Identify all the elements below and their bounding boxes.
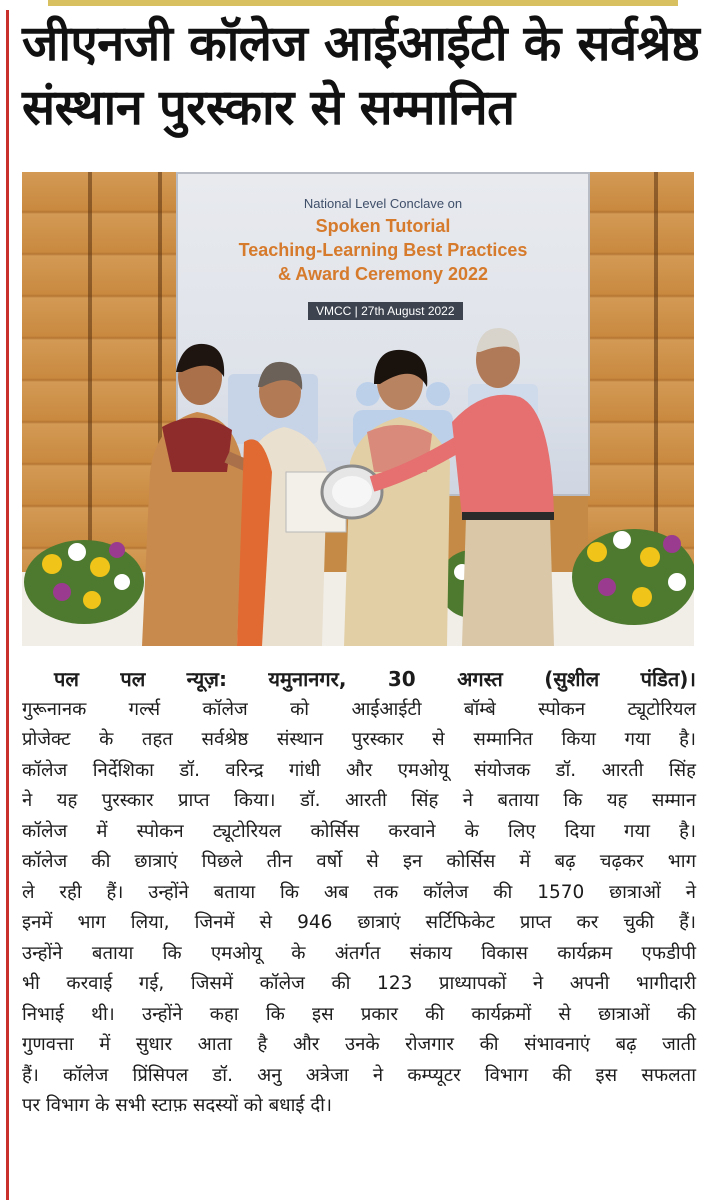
flowers-left-icon [24,540,144,624]
flowers-right-icon [572,529,694,625]
article-line: भी करवाई गई, जिसमें कॉलेज की 123 प्राध्यापकों ने अपनी भागीदारी [22,973,696,994]
headline [22,12,702,140]
article-line: हैं। कॉलेज प्रिंसिपल डॉ. अनु अत्रेजा ने कम्प्यूटर विभाग की इस सफलता [22,1064,696,1086]
left-column-rule [6,10,9,1200]
article-line: इनमें भाग लिया, जिनमें से 946 छात्राएं सर्टिफिकेट प्राप्त कर चुकी हैं। [22,912,696,933]
article-line: ले रही हैं। उन्होंने बताया कि अब तक कॉलेज की 1570 छात्राओं ने [22,881,696,903]
article-line: कॉलेज की छात्राएं पिछले तीन वर्षो से इन कोर्सिस में बढ़ चढ़कर भाग [22,851,696,872]
ceremony-people [22,172,694,646]
top-color-strip [0,0,720,6]
article-line: कॉलेज में स्पोकन ट्यूटोरियल कोर्सिस करवाने के लिए दिया गया है। [22,820,696,842]
headline-line-1: जीएनजी कॉलेज आईआईटी के सर्वश्रेष्ठ [22,15,700,72]
article-line: निभाई थी। उन्होंने कहा कि इस प्रकार की कार्यक्रमों से छात्राओं की [22,1003,696,1025]
article-line: उन्होंने बताया कि एमओयू के अंतर्गत संकाय विकास कार्यक्रम एफडीपी [22,942,696,964]
banner-line-4: & Award Ceremony 2022 [277,264,489,284]
article-line: पर विभाग के सभी स्टाफ़ सदस्यों को बधाई दी। [22,1095,332,1116]
banner-line-3: Teaching-Learning Best Practices [238,240,528,260]
banner-venue-date: VMCC | 27th August 2022 [308,302,463,320]
award-ceremony-photo [22,172,694,646]
banner-line-2: Spoken Tutorial [315,216,451,236]
article-body [22,664,696,1122]
award-plaque-icon [322,466,382,518]
article-line: गुरूनानक गर्ल्स कॉलेज को आईआईटी बॉम्बे स्पोकन ट्यूटोरियल [22,698,696,720]
article-dateline: पल पल न्यूज़: यमुनानगर, 30 अगस्त (सुशील पंडित)। [54,667,696,691]
article-line: ने यह पुरस्कार प्राप्त किया। डॉ. आरती सिंह ने बताया कि यह सम्मान [22,790,696,811]
article-line: प्रोजेक्ट के तहत सर्वश्रेष्ठ संस्थान पुरस्कार से सम्मानित किया गया है। [22,729,696,750]
banner-line-1: National Level Conclave on [303,196,463,211]
headline-line-2: संस्थान पुरस्कार से सम्मानित [22,79,515,136]
article-line: कॉलेज निर्देशिका डॉ. वरिन्द्र गांधी और एमओयू संयोजक डॉ. आरती सिंह [22,759,696,781]
article-line: गुणवत्ता में सुधार आता है और उनके रोजगार की संभावनाएं बढ़ जाती [22,1034,696,1055]
